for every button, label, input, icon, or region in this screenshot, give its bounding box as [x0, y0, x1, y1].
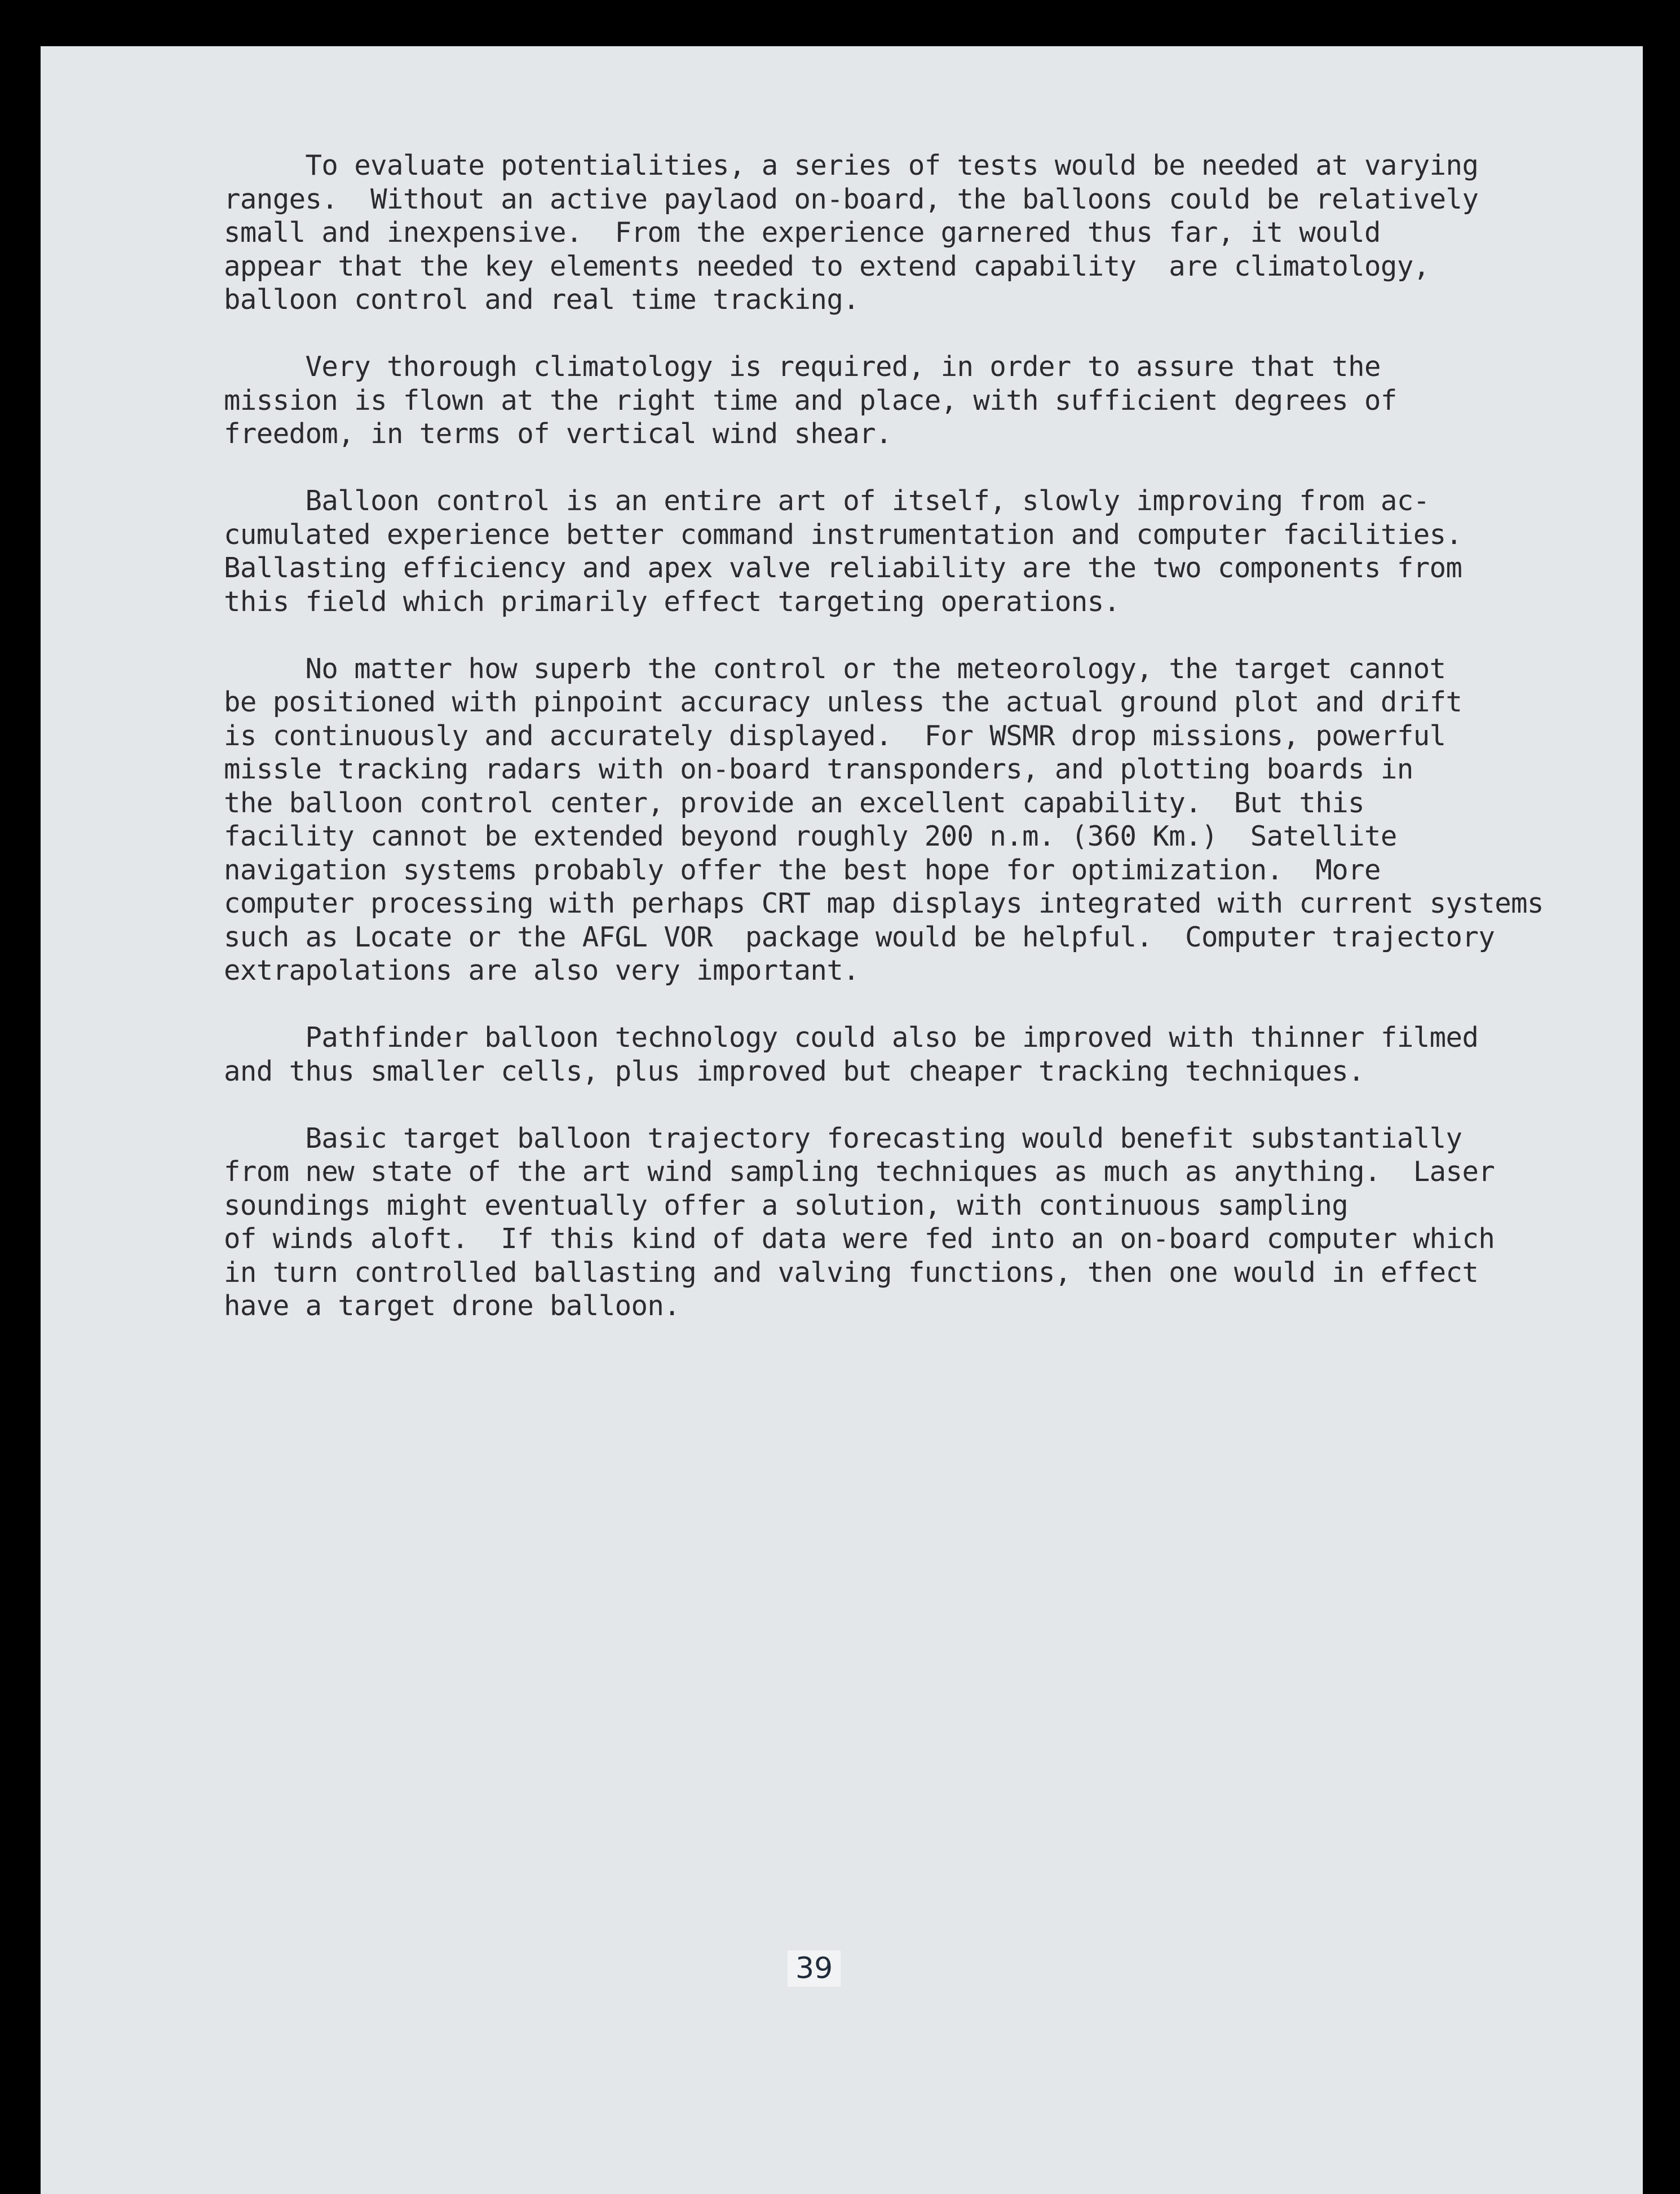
text-line: from new state of the art wind sampling techniques as much as anything. Laser: [224, 1156, 1495, 1188]
text-line: small and inexpensive. From the experience garnered thus far, it would: [224, 216, 1381, 249]
text-line: Very thorough climatology is required, in order to assure that the: [224, 351, 1381, 383]
text-line: Basic target balloon trajectory forecasting would benefit substantially: [224, 1122, 1462, 1154]
text-line: freedom, in terms of vertical wind shear.: [224, 418, 892, 450]
text-line: balloon control and real time tracking.: [224, 284, 860, 316]
text-line: in turn controlled ballasting and valving functions, then one would in effect: [224, 1256, 1479, 1289]
text-line: of winds aloft. If this kind of data were fed into an on-board computer which: [224, 1223, 1495, 1255]
text-line: appear that the key elements needed to extend capability are climatology,: [224, 250, 1430, 282]
text-line: No matter how superb the control or the meteorology, the target cannot: [224, 652, 1446, 685]
text-line: computer processing with perhaps CRT map displays integrated with current systems: [224, 887, 1544, 919]
text-line: extrapolations are also very important.: [224, 954, 860, 987]
paragraph-tracking: [224, 652, 1633, 988]
text-line: be positioned with pinpoint accuracy unless the actual ground plot and drift: [224, 686, 1462, 718]
text-line: soundings might eventually offer a solution, with continuous sampling: [224, 1189, 1349, 1222]
text-line: Pathfinder balloon technology could also be improved with thinner filmed: [224, 1021, 1479, 1054]
text-line: Balloon control is an entire art of itself, slowly improving from ac-: [224, 485, 1430, 517]
text-line: cumulated experience better command instrumentation and computer facilities.: [224, 518, 1462, 551]
text-line: To evaluate potentialities, a series of tests would be needed at varying: [224, 149, 1479, 182]
text-line: the balloon control center, provide an excellent capability. But this: [224, 786, 1365, 819]
paragraph-climatology: [224, 350, 1633, 451]
text-line: have a target drone balloon.: [224, 1290, 680, 1322]
text-line: this field which primarily effect targeting operations.: [224, 585, 1120, 618]
text-line: Ballasting efficiency and apex valve reliability are the two components from: [224, 552, 1462, 584]
paragraph-forecasting: [224, 1122, 1633, 1323]
text-line: such as Locate or the AFGL VOR package would be helpful. Computer trajectory: [224, 921, 1495, 953]
paragraph-test-ranges: [224, 149, 1633, 317]
page-number: 39: [788, 1950, 841, 1987]
text-line: and thus smaller cells, plus improved but cheaper tracking techniques.: [224, 1055, 1365, 1087]
text-line: ranges. Without an active paylaod on-board, the balloons could be relatively: [224, 183, 1479, 215]
text-line: missle tracking radars with on-board transponders, and plotting boards in: [224, 753, 1413, 785]
body-text: [224, 149, 1633, 1356]
text-line: is continuously and accurately displayed. For WSMR drop missions, powerful: [224, 719, 1446, 752]
document-page: [41, 46, 1643, 2194]
paragraph-pathfinder: [224, 1021, 1633, 1088]
paragraph-balloon-control: [224, 484, 1633, 618]
text-line: navigation systems probably offer the best hope for optimization. More: [224, 853, 1381, 886]
text-line: mission is flown at the right time and place, with sufficient degrees of: [224, 384, 1397, 417]
text-line: facility cannot be extended beyond roughly 200 n.m. (360 Km.) Satellite: [224, 820, 1397, 852]
